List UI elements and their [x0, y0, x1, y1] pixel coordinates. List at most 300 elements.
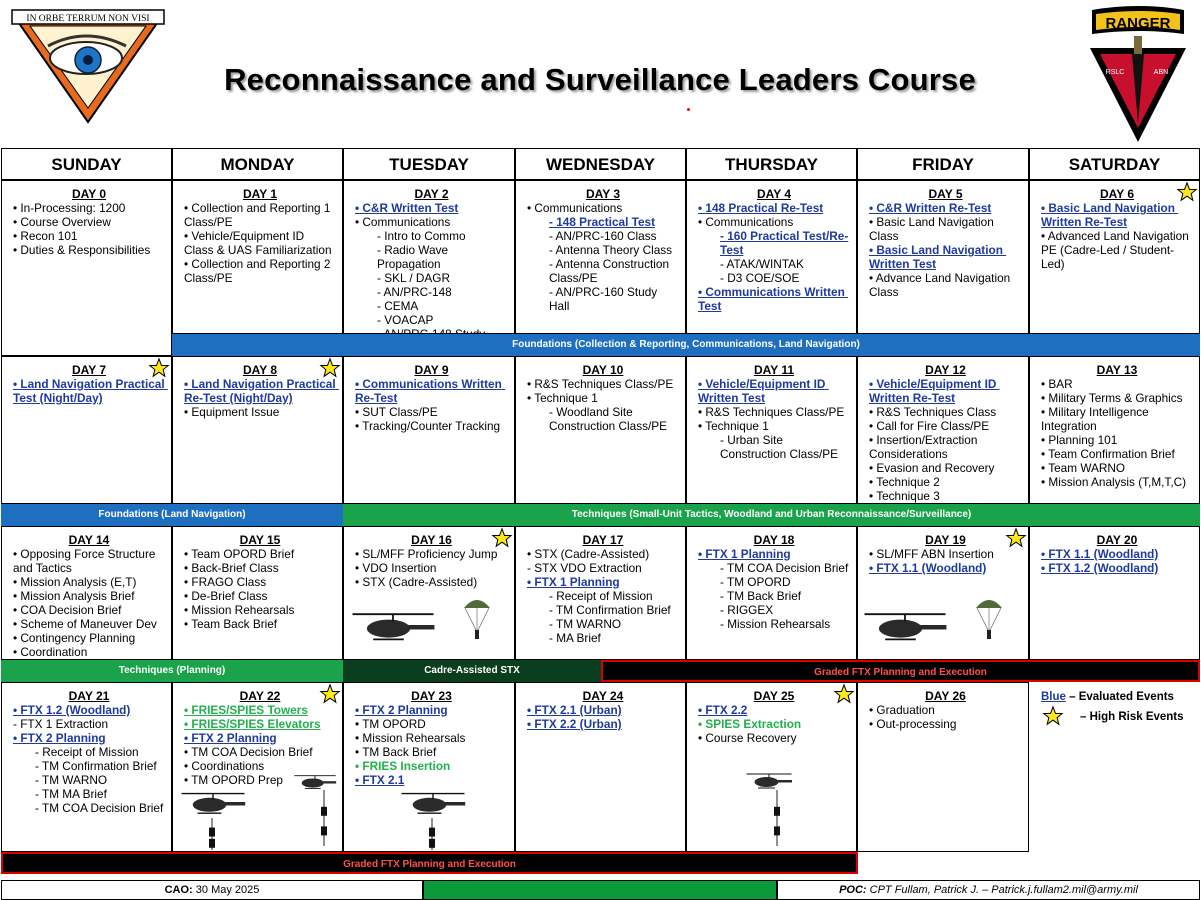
high-risk-star-icon: [492, 528, 512, 548]
schedule-line: [13, 801, 165, 815]
schedule-line: [698, 589, 850, 603]
schedule-line: [13, 745, 165, 759]
schedule-item: • FRIES/SPIES Elevators: [184, 717, 321, 731]
schedule-item: • Technique 2: [869, 475, 940, 489]
schedule-item: - AN/PRC-160 Class: [549, 229, 657, 243]
schedule-item: • 148 Practical Re-Test: [698, 201, 824, 215]
schedule-line: [698, 271, 850, 285]
schedule-item: • TM OPORD: [355, 717, 426, 731]
parachute-icon: [462, 596, 492, 645]
schedule-item: • FRIES Insertion: [355, 759, 451, 773]
phase-band-foundations: Foundations (Collection & Reporting, Communications, Land Navigation): [172, 334, 1200, 356]
schedule-item: • SPIES Extraction: [698, 717, 802, 731]
high-risk-star-icon: [149, 358, 169, 378]
day-cell-4: [686, 180, 857, 334]
schedule-line: [13, 717, 165, 731]
day-cell-14: [1, 526, 172, 660]
schedule-line: [1041, 547, 1193, 561]
ranger-tab-logo: [1088, 6, 1188, 151]
schedule-item: • FTX 1 Planning: [527, 575, 620, 589]
schedule-item: - SKL / DAGR: [377, 271, 450, 285]
schedule-item: - Urban Site Construction Class/PE: [720, 433, 839, 461]
cao-date: 30 May 2025: [195, 884, 260, 896]
schedule-line: [13, 645, 165, 659]
schedule-line: [355, 717, 508, 731]
schedule-line: [698, 377, 850, 405]
day-cell-7: [1, 356, 172, 504]
schedule-line: [869, 433, 1022, 461]
phase-band-graded-ftx: Graded FTX Planning and Execution: [601, 660, 1200, 682]
schedule-item: • Out-processing: [869, 717, 957, 731]
schedule-line: [355, 271, 508, 285]
day-number: DAY 10: [582, 363, 624, 377]
day-number: DAY 12: [925, 363, 966, 377]
schedule-item: - TM OPORD: [720, 575, 791, 589]
schedule-item: • Mission Analysis (T,M,T,C): [1041, 475, 1187, 489]
schedule-line: [869, 489, 1022, 503]
schedule-line: [527, 377, 679, 391]
schedule-item: • Mission Rehearsals: [355, 731, 466, 745]
schedule-line: [13, 589, 165, 603]
schedule-line: [1041, 561, 1193, 575]
schedule-line: [184, 229, 336, 257]
day-number: DAY 20: [1096, 533, 1138, 547]
schedule-item: • Graduation: [869, 703, 935, 717]
schedule-item: • Team Confirmation Brief: [1041, 447, 1175, 461]
schedule-item: - STX VDO Extraction: [527, 561, 642, 575]
schedule-item: - TM COA Decision Brief: [35, 801, 164, 815]
schedule-item: • FTX 1.2 (Woodland): [13, 703, 131, 717]
schedule-item: - Mission Rehearsals: [720, 617, 831, 631]
high-risk-star-icon: [834, 684, 854, 704]
schedule-item: • R&S Techniques Class: [869, 405, 997, 419]
schedule-item: - TM COA Decision Brief: [720, 561, 849, 575]
schedule-item: - AN/PRC-148: [377, 285, 452, 299]
schedule-item: • Basic Land Navigation Written Test: [869, 243, 1007, 271]
schedule-line: [698, 201, 850, 215]
schedule-line: [869, 703, 1022, 717]
schedule-item: • FTX 2 Planning: [355, 703, 448, 717]
schedule-item: • Advanced Land Navigation PE (Cadre-Led / Student-Led): [1041, 229, 1193, 271]
schedule-item: • Coordination: [13, 645, 88, 659]
day-number: DAY 21: [68, 689, 110, 703]
phase-band-techniques: Techniques (Small-Unit Tactics, Woodland and Urban Reconnaissance/Surveillance): [343, 504, 1200, 526]
logo-rslc: RSLC: [1105, 69, 1125, 76]
schedule-item: • SL/MFF Proficiency Jump: [355, 547, 498, 561]
cao-label: CAO:: [164, 884, 193, 896]
schedule-item: • Land Navigation Practical Test (Night/Day): [13, 377, 168, 405]
schedule-line: [355, 773, 508, 787]
schedule-item: - Woodland Site Construction Class/PE: [549, 405, 668, 433]
decorative-dot: [687, 108, 690, 111]
schedule-item: • FTX 1 Planning: [698, 547, 791, 561]
schedule-item: • Team Back Brief: [184, 617, 278, 631]
schedule-item: - TM Confirmation Brief: [35, 759, 157, 773]
schedule-item: - TM WARNO: [35, 773, 108, 787]
legend-blue-word: Blue: [1041, 691, 1066, 703]
schedule-item: • In-Processing: 1200: [13, 201, 126, 215]
day-cell-10: [515, 356, 686, 504]
schedule-line: [355, 703, 508, 717]
schedule-line: [355, 299, 508, 313]
schedule-item: • Mission Rehearsals: [184, 603, 295, 617]
schedule-line: [527, 717, 679, 731]
fast-rope-icon: [206, 818, 218, 855]
schedule-line: [869, 215, 1022, 243]
weekday-tuesday: TUESDAY: [343, 148, 515, 180]
schedule-line: [869, 561, 1022, 575]
schedule-line: [355, 377, 508, 405]
schedule-line: [527, 285, 679, 313]
schedule-line: [698, 561, 850, 575]
schedule-line: [184, 703, 336, 717]
helicopter-icon: [744, 770, 794, 800]
schedule-item: - D3 COE/SOE: [720, 271, 800, 285]
high-risk-star-icon: [320, 358, 340, 378]
schedule-item: - Radio Wave Propagation: [377, 243, 452, 271]
day-number: DAY 23: [411, 689, 452, 703]
schedule-line: [355, 561, 508, 575]
day-number: DAY 17: [582, 533, 624, 547]
schedule-line: [13, 603, 165, 617]
schedule-item: - Antenna Theory Class: [549, 243, 673, 257]
schedule-line: [527, 603, 679, 617]
schedule-item: • FTX 2.1: [355, 773, 405, 787]
schedule-item: • Military Intelligence Integration: [1041, 405, 1153, 433]
schedule-item: - MA Brief: [549, 631, 601, 645]
schedule-line: [184, 575, 336, 589]
weekday-friday: FRIDAY: [857, 148, 1029, 180]
schedule-line: [355, 243, 508, 271]
schedule-item: - TM WARNO: [549, 617, 622, 631]
day-number: DAY 1: [242, 187, 278, 201]
footer-green-bar: [423, 880, 777, 900]
phase-band-graded-ftx-2: Graded FTX Planning and Execution: [1, 852, 858, 874]
schedule-line: [869, 377, 1022, 405]
poc-label: POC:: [839, 884, 867, 896]
schedule-line: [184, 561, 336, 575]
schedule-line: [13, 631, 165, 645]
day-number: DAY 25: [753, 689, 795, 703]
day-number: DAY 24: [582, 689, 624, 703]
day-cell-17: [515, 526, 686, 660]
phase-band-foundations-landnav: Foundations (Land Navigation): [1, 504, 343, 526]
schedule-line: [698, 731, 850, 745]
schedule-line: [184, 617, 336, 631]
schedule-line: [698, 547, 850, 561]
schedule-item: • R&S Techniques Class/PE: [527, 377, 674, 391]
schedule-item: • Team WARNO: [1041, 461, 1126, 475]
schedule-item: • Basic Land Navigation Written Re-Test: [1041, 201, 1179, 229]
schedule-line: [1041, 405, 1193, 433]
schedule-item: • BAR: [1041, 377, 1073, 391]
schedule-line: [698, 575, 850, 589]
schedule-item: • Mission Analysis (E,T): [13, 575, 137, 589]
schedule-item: • Scheme of Maneuver Dev: [13, 617, 157, 631]
day-number: DAY 8: [242, 363, 278, 377]
schedule-line: [698, 717, 850, 731]
schedule-line: [355, 547, 508, 561]
day-number: DAY 22: [239, 689, 281, 703]
schedule-line: [13, 201, 165, 215]
schedule-line: [1041, 433, 1193, 447]
schedule-line: [184, 405, 336, 419]
schedule-item: • Equipment Issue: [184, 405, 280, 419]
helicopter-icon: [860, 607, 950, 657]
schedule-item: • R&S Techniques Class/PE: [698, 405, 845, 419]
schedule-item: - TM MA Brief: [35, 787, 107, 801]
schedule-line: [527, 215, 679, 229]
schedule-line: [527, 561, 679, 575]
schedule-line: [13, 547, 165, 575]
legend-high-risk: – High Risk Events: [1080, 711, 1184, 723]
day-cell-26: [857, 682, 1029, 852]
schedule-item: • Advance Land Navigation Class: [869, 271, 1014, 299]
weekday-wednesday: WEDNESDAY: [515, 148, 686, 180]
phase-band-planning: Techniques (Planning): [1, 660, 343, 682]
schedule-item: • Technique 1: [527, 391, 598, 405]
schedule-item: • Communications Written Test: [698, 285, 849, 313]
schedule-line: [698, 617, 850, 631]
schedule-line: [355, 731, 508, 745]
schedule-line: [1041, 461, 1193, 475]
schedule-item: • Tracking/Counter Tracking: [355, 419, 501, 433]
schedule-line: [698, 703, 850, 717]
day-cell-12: [857, 356, 1029, 504]
schedule-line: [355, 285, 508, 299]
phase-band-cadre-stx: Cadre-Assisted STX: [343, 660, 601, 682]
schedule-item: • C&R Written Test: [355, 201, 459, 215]
schedule-line: [527, 589, 679, 603]
schedule-line: [355, 745, 508, 759]
schedule-line: [184, 201, 336, 229]
schedule-line: [698, 285, 850, 313]
schedule-item: • COA Decision Brief: [13, 603, 122, 617]
schedule-line: [527, 631, 679, 645]
day-cell-13: [1029, 356, 1200, 504]
schedule-line: [527, 391, 679, 405]
footer-cao: [1, 880, 423, 900]
day-cell-2: [343, 180, 515, 334]
schedule-line: [527, 617, 679, 631]
schedule-item: • SUT Class/PE: [355, 405, 438, 419]
day-number: DAY 3: [585, 187, 621, 201]
schedule-line: [869, 461, 1022, 475]
day-cell-18: [686, 526, 857, 660]
schedule-item: - 148 Practical Test: [549, 215, 656, 229]
day-number: DAY 6: [1099, 187, 1135, 201]
schedule-item: • Basic Land Navigation Class: [869, 215, 998, 243]
schedule-line: [355, 313, 508, 327]
footer-poc: [777, 880, 1200, 900]
schedule-item: • FTX 1.2 (Woodland): [1041, 561, 1159, 575]
page-title: Reconnaissance and Surveillance Leaders Course: [224, 62, 976, 97]
schedule-line: [869, 717, 1022, 731]
day-cell-5: [857, 180, 1029, 334]
day-cell-21: [1, 682, 172, 852]
schedule-line: [355, 201, 508, 215]
schedule-line: [184, 759, 336, 773]
schedule-item: • Planning 101: [1041, 433, 1118, 447]
schedule-line: [184, 589, 336, 603]
day-number: DAY 18: [753, 533, 795, 547]
day-number: DAY 26: [925, 689, 966, 703]
schedule-line: [527, 575, 679, 589]
schedule-item: - CEMA: [377, 299, 419, 313]
day-cell-8: [172, 356, 343, 504]
schedule-line: [527, 703, 679, 717]
weekday-monday: MONDAY: [172, 148, 343, 180]
schedule-item: • Course Recovery: [698, 731, 797, 745]
schedule-item: • Evasion and Recovery: [869, 461, 995, 475]
day-cell-3: [515, 180, 686, 334]
day-number: DAY 11: [753, 363, 795, 377]
schedule-item: • Collection and Reporting 1 Class/PE: [184, 201, 334, 229]
day-cell-11: [686, 356, 857, 504]
schedule-line: [13, 773, 165, 787]
day-number: DAY 7: [71, 363, 107, 377]
high-risk-star-icon: [320, 684, 340, 704]
legend-star-icon: [1043, 706, 1063, 726]
weekday-saturday: SATURDAY: [1029, 148, 1200, 180]
schedule-item: • FTX 2.2: [698, 703, 748, 717]
schedule-line: [355, 229, 508, 243]
day-number: DAY 0: [71, 187, 107, 201]
schedule-item: • Opposing Force Structure and Tactics: [13, 547, 159, 575]
schedule-item: - AN/PRC-160 Study Hall: [549, 285, 661, 313]
schedule-item: • STX (Cadre-Assisted): [527, 547, 650, 561]
legend-blue-desc: – Evaluated Events: [1065, 691, 1174, 703]
schedule-item: - TM Back Brief: [720, 589, 802, 603]
schedule-item: • FTX 2.1 (Urban): [527, 703, 622, 717]
schedule-item: • FTX 1.1 (Woodland): [1041, 547, 1159, 561]
logo-abn: ABN: [1153, 69, 1169, 76]
day-number: DAY 14: [68, 533, 110, 547]
schedule-line: [869, 243, 1022, 271]
day-number: DAY 2: [414, 187, 449, 201]
schedule-line: [527, 201, 679, 215]
schedule-item: • Land Navigation Practical Re-Test (Night/Day): [184, 377, 339, 405]
schedule-line: [869, 547, 1022, 561]
schedule-line: [527, 405, 679, 433]
day-cell-0: [1, 180, 172, 356]
schedule-line: [698, 405, 850, 419]
schedule-line: [355, 575, 508, 589]
high-risk-star-icon: [1177, 182, 1197, 202]
schedule-item: • TM COA Decision Brief: [184, 745, 313, 759]
schedule-item: • TM Back Brief: [355, 745, 437, 759]
schedule-item: - 160 Practical Test/Re-Test: [720, 229, 849, 257]
schedule-line: [527, 243, 679, 257]
fast-rope-icon: [426, 818, 438, 855]
schedule-item: • Call for Fire Class/PE: [869, 419, 990, 433]
schedule-item: • Collection and Reporting 2 Class/PE: [184, 257, 334, 285]
schedule-line: [13, 731, 165, 745]
schedule-item: - VOACAP: [377, 313, 434, 327]
schedule-line: [184, 745, 336, 759]
schedule-item: • Communications: [355, 215, 451, 229]
schedule-item: • SL/MFF ABN Insertion: [869, 547, 994, 561]
schedule-line: [527, 257, 679, 285]
schedule-item: • Vehicle/Equipment ID Written Re-Test: [869, 377, 1000, 405]
schedule-line: [355, 419, 508, 433]
schedule-line: [1041, 201, 1193, 229]
schedule-line: [869, 419, 1022, 433]
day-cell-1: [172, 180, 343, 334]
schedule-line: [698, 419, 850, 433]
schedule-item: • Communications Written Re-Test: [355, 377, 506, 405]
schedule-item: • Mission Analysis Brief: [13, 589, 135, 603]
day-cell-6: [1029, 180, 1200, 334]
poc-value: CPT Fullam, Patrick J. – Patrick.j.fullam2.mil@army.mil: [869, 884, 1138, 896]
schedule-item: • FTX 1.1 (Woodland): [869, 561, 987, 575]
schedule-line: [13, 377, 168, 405]
day-number: DAY 15: [239, 533, 281, 547]
schedule-item: • De-Brief Class: [184, 589, 268, 603]
helicopter-icon: [292, 772, 338, 800]
schedule-item: • FTX 2 Planning: [184, 731, 277, 745]
schedule-line: [698, 257, 850, 271]
schedule-line: [1041, 447, 1193, 461]
schedule-line: [698, 229, 850, 257]
parachute-icon: [974, 596, 1004, 645]
logo-motto: IN ORBE TERRUM NON VISI: [26, 14, 150, 24]
schedule-item: • Course Overview: [13, 215, 111, 229]
schedule-line: [13, 703, 165, 717]
schedule-item: - RIGGEX: [720, 603, 774, 617]
day-cell-24: [515, 682, 686, 852]
schedule-line: [698, 433, 850, 461]
schedule-line: [869, 475, 1022, 489]
schedule-line: [1041, 391, 1193, 405]
day-number: DAY 19: [925, 533, 966, 547]
day-number: DAY 5: [928, 187, 963, 201]
day-cell-15: [172, 526, 343, 660]
schedule-item: • C&R Written Re-Test: [869, 201, 992, 215]
schedule-line: [13, 215, 165, 229]
schedule-item: • Team OPORD Brief: [184, 547, 295, 561]
day-cell-9: [343, 356, 515, 504]
schedule-line: [1041, 377, 1193, 391]
schedule-item: • Contingency Planning: [13, 631, 136, 645]
schedule-item: • FTX 2.2 (Urban): [527, 717, 622, 731]
schedule-item: • FTX 2 Planning: [13, 731, 106, 745]
schedule-line: [355, 405, 508, 419]
day-number: DAY 9: [414, 363, 449, 377]
schedule-item: • TM OPORD Prep: [184, 773, 283, 787]
schedule-line: [355, 215, 508, 229]
schedule-item: • Vehicle/Equipment ID Class & UAS Familiarization: [184, 229, 332, 257]
schedule-item: • Coordinations: [184, 759, 265, 773]
day-cell-20: [1029, 526, 1200, 660]
schedule-line: [869, 271, 1022, 299]
high-risk-star-icon: [1006, 528, 1026, 548]
day-number: DAY 13: [1096, 363, 1138, 377]
course-logo: [8, 6, 168, 131]
day-number: DAY 16: [411, 533, 452, 547]
schedule-item: - TM Confirmation Brief: [549, 603, 671, 617]
schedule-item: • Insertion/Extraction Considerations: [869, 433, 981, 461]
schedule-line: [13, 759, 165, 773]
schedule-item: • FRAGO Class: [184, 575, 267, 589]
weekday-sunday: SUNDAY: [1, 148, 172, 180]
schedule-line: [13, 243, 165, 257]
schedule-item: • Vehicle/Equipment ID Written Test: [698, 377, 829, 405]
schedule-line: [184, 377, 339, 405]
schedule-item: - Receipt of Mission: [35, 745, 139, 759]
schedule-item: - ATAK/WINTAK: [720, 257, 804, 271]
schedule-item: - FTX 1 Extraction: [13, 717, 109, 731]
